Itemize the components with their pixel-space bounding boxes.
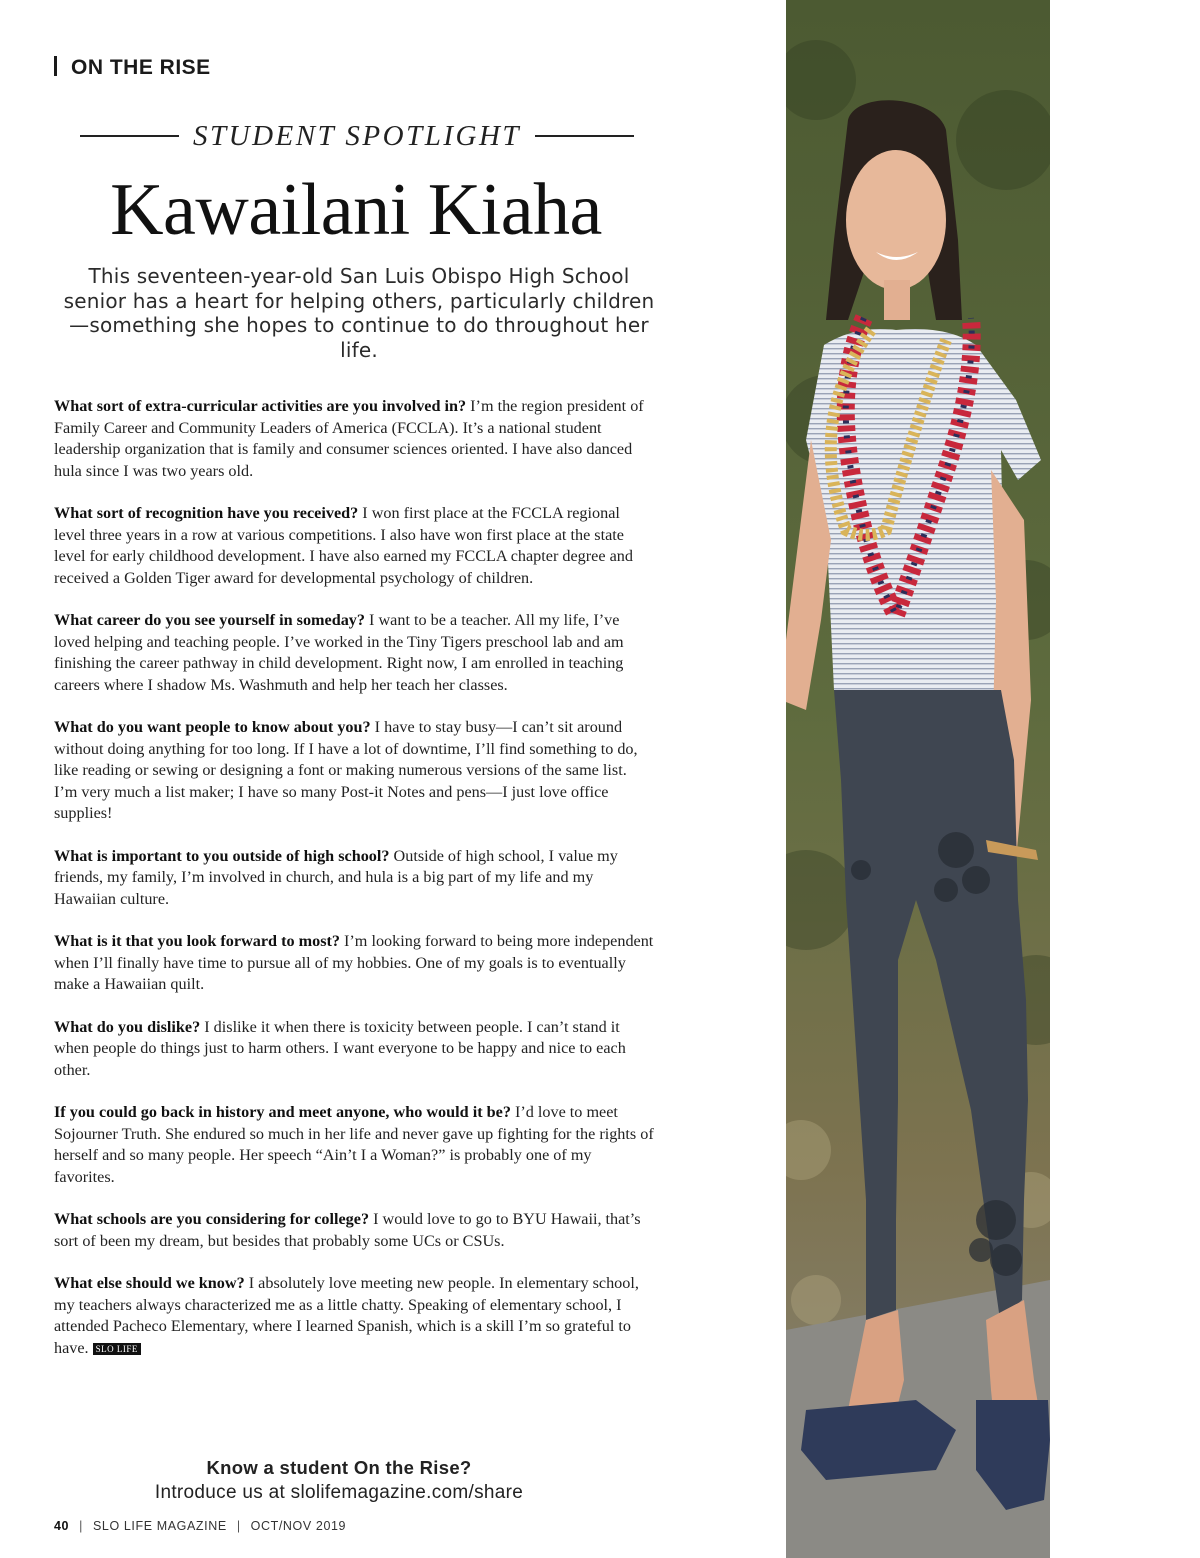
qa-body bbox=[54, 396, 654, 1380]
qa-item bbox=[54, 931, 654, 996]
headline: Kawailani Kiaha bbox=[110, 169, 602, 251]
end-mark-logo: SLO LIFE bbox=[93, 1343, 141, 1355]
qa-item bbox=[54, 503, 654, 589]
footer-separator: | bbox=[79, 1519, 83, 1533]
kicker-row bbox=[80, 118, 634, 154]
qa-item bbox=[54, 1273, 654, 1359]
kicker-rule-left bbox=[80, 135, 179, 137]
qa-question: What do you dislike? bbox=[54, 1017, 201, 1036]
qa-question: What career do you see yourself in someday? bbox=[54, 611, 365, 629]
qa-answer: Outside of high school, I value my friends, my family, I’m involved in church, and hula is a big part of my life and my Hawaiian culture. bbox=[54, 846, 618, 908]
qa-item bbox=[54, 1102, 654, 1188]
cta-box bbox=[54, 1456, 624, 1506]
kicker-rule-right bbox=[535, 135, 634, 137]
qa-answer: I have to stay busy—I can’t sit around without doing anything for too long. If I have a lot of downtime, I’ll find something to do, like reading or sewing or designing a font or making numerous versions of the same list. I’m very much a list maker; I have so many Post-it Notes and pens—I just love office supplies! bbox=[54, 718, 638, 822]
cta-title: Know a student On the Rise? bbox=[206, 1457, 472, 1478]
page-footer bbox=[54, 1519, 346, 1533]
cta-link[interactable]: Introduce us at slolifemagazine.com/share bbox=[154, 1482, 524, 1503]
qa-question: What schools are you considering for college? bbox=[54, 1210, 370, 1228]
qa-item bbox=[54, 1017, 654, 1082]
qa-item bbox=[54, 1209, 654, 1252]
qa-question: What sort of recognition have you received? bbox=[54, 504, 359, 522]
qa-answer: I’m looking forward to being more independent when I’ll finally have time to pursue all of my hobbies. One of my goals is to eventually make a Hawaiian quilt. bbox=[54, 932, 654, 993]
qa-question: What else should we know? bbox=[54, 1274, 245, 1292]
qa-answer: I would love to go to BYU Hawaii, that’s sort of been my dream, but besides that probably some UCs or CSUs. bbox=[54, 1210, 641, 1250]
portrait-illustration bbox=[786, 0, 1050, 1558]
qa-question: If you could go back in history and meet anyone, who would it be? bbox=[54, 1103, 511, 1121]
section-label bbox=[54, 56, 211, 80]
issue-date: OCT/NOV 2019 bbox=[250, 1519, 347, 1533]
qa-question: What do you want people to know about you? bbox=[54, 718, 371, 736]
kicker: STUDENT SPOTLIGHT bbox=[193, 119, 522, 152]
qa-answer: I want to be a teacher. All my life, I’ve loved helping and teaching people. I’ve worked in the Tiny Tigers preschool lab and am finishing the career pathway in child development. Right now, I am enrolled in teaching careers where I shadow Ms. Washmuth and help her teach her classes. bbox=[54, 611, 624, 694]
qa-answer: I’d love to meet Sojourner Truth. She endured so much in her life and never gave up fighting for the rights of herself and so many people. Her speech “Ain’t I a Woman?” is probably one of my favorites. bbox=[54, 1103, 654, 1186]
qa-answer: I absolutely love meeting new people. In elementary school, my teachers always characterized me as a little chatty. Speaking of elementary school, I attended Pacheco Elementary, where I learned Spanish, which is a skill I’m so grateful to have. bbox=[54, 1274, 639, 1357]
qa-item bbox=[54, 396, 654, 482]
section-bar bbox=[54, 56, 57, 76]
qa-item bbox=[54, 846, 654, 911]
qa-question: What sort of extra-curricular activities are you involved in? bbox=[54, 397, 467, 415]
qa-question: What is important to you outside of high school? bbox=[54, 846, 390, 865]
magazine-name: SLO LIFE MAGAZINE bbox=[92, 1519, 227, 1533]
dek: This seventeen-year-old San Luis Obispo High School senior has a heart for helping others, particularly children—something she hopes to continue to do throughout her life. bbox=[63, 264, 655, 362]
footer-separator: | bbox=[236, 1519, 241, 1533]
qa-item bbox=[54, 610, 654, 696]
qa-question: What is it that you look forward to most? bbox=[54, 932, 340, 950]
qa-answer: I dislike it when there is toxicity between people. I can’t stand it when people do things just to harm others. I want everyone to be happy and nice to each other. bbox=[54, 1017, 626, 1079]
qa-answer: I won first place at the FCCLA regional level three years in a row at various competitions. I also have won first place at the state level for early childhood development. I have also earned my FCCLA chapter degree and received a Golden Tiger award for developmental psychology of children. bbox=[54, 504, 633, 587]
page-number: 40 bbox=[54, 1519, 70, 1533]
qa-item bbox=[54, 717, 654, 825]
section-label-text: ON THE RISE bbox=[71, 56, 211, 79]
qa-answer: I’m the region president of Family Career and Community Leaders of America (FCCLA). It’s a national student leadership organization that is family and consumer sciences oriented. I have also danced hula since I was two years old. bbox=[54, 397, 644, 480]
student-portrait-photo bbox=[786, 0, 1050, 1558]
